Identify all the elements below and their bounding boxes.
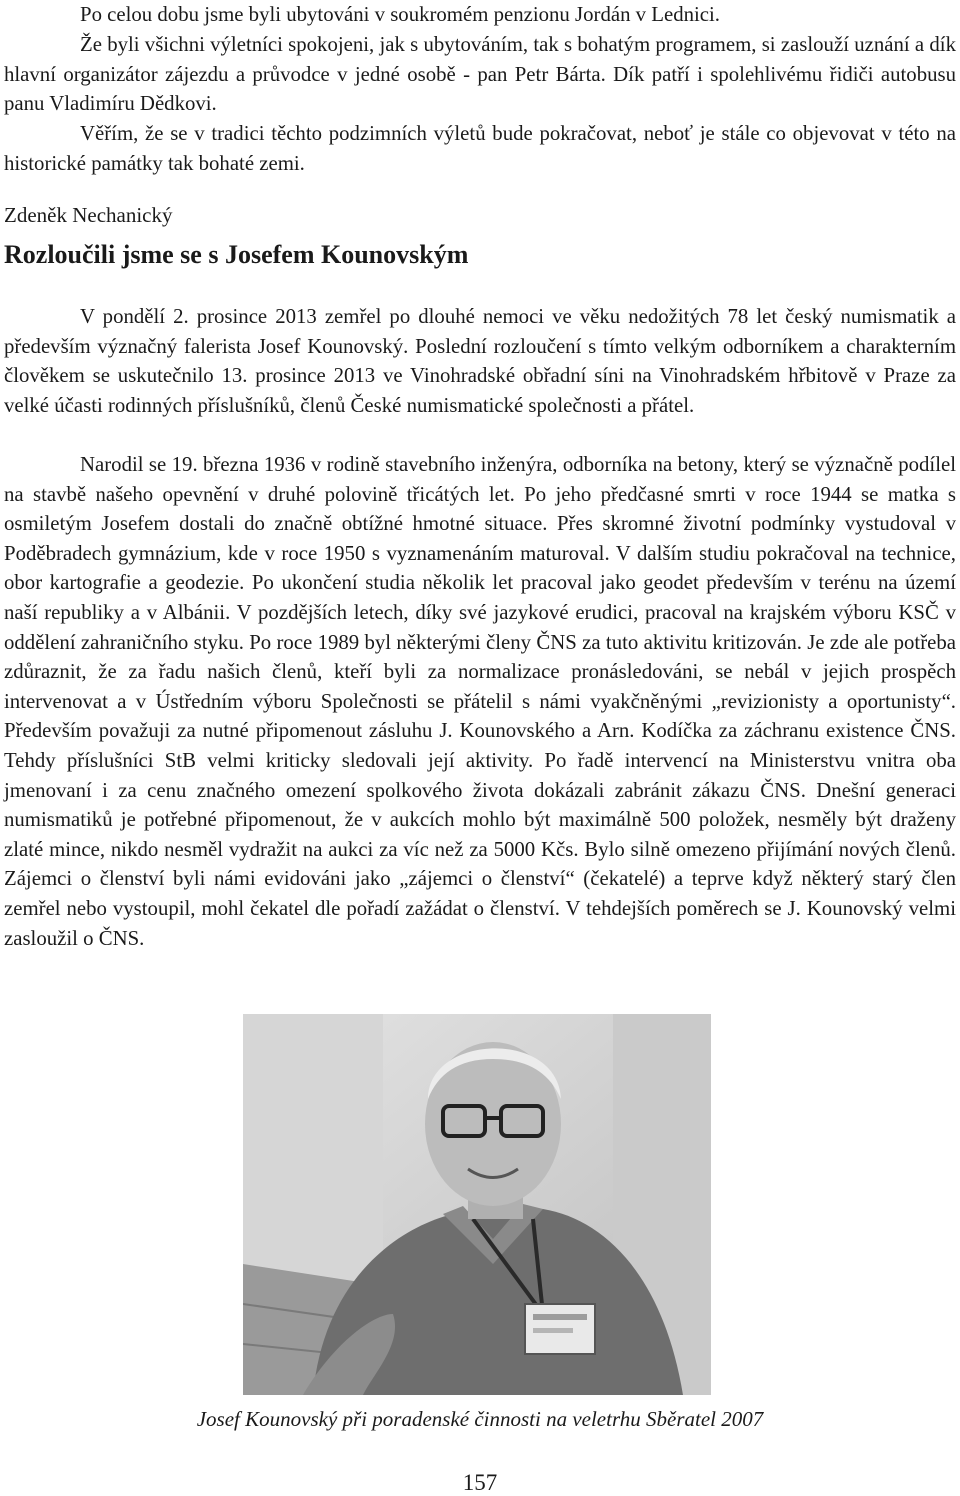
author-name: Zdeněk Nechanický [4, 203, 173, 227]
portrait-photo [243, 1014, 711, 1395]
photo-caption: Josef Kounovský při poradenské činnosti na veletrhu Sběratel 2007 [196, 1407, 764, 1431]
article-title: Rozloučili jsme se s Josefem Kounovským [4, 240, 469, 269]
intro-paragraph-2: Že byli všichni výletníci spokojeni, jak s ubytováním, tak s bohatým programem, si zaslouží uznání a dík hlavní organizátor zájezdu a průvodce v jedné osobě - pan Petr Bárta. Dík patří i spolehlivému řidiči autobusu panu Vladimíru Dědkovi. [4, 33, 956, 116]
article-paragraph-1: V pondělí 2. prosince 2013 zemřel po dlouhé nemoci ve věku nedožitých 78 let český numismatik a především význačný falerista Josef Kounovský. Poslední rozloučení s tímto velkým odborníkem a charakterním člověkem se uskutečnilo 13. prosince 2013 ve Vinohradské obřadní síni na Vinohradském hřbitově v Praze za velké účasti rodinných příslušníků, členů České numismatické společnosti a přátel. [4, 305, 956, 417]
article-paragraph-2: Narodil se 19. března 1936 v rodině stavebního inženýra, odborníka na betony, který se význačně podílel na stavbě našeho opevnění v druhé polovině třicátých let. Po jeho předčasné smrti v roce 1944 se matka s osmiletým Josefem dostali do značně obtížné hmotné situace. Přes skromné životní podmínky vystudoval v Poděbradech gymnázium, kde v roce 1950 s vyznamenáním maturoval. V dalším studiu pokračoval na technice, obor kartografie a geodezie. Po ukončení studia několik let pracoval jako geodet především v terénu na území naší republiky a v Albánii. V pozdějších letech, díky své jazykové erudici, pracoval na krajském výboru KSČ v oddělení zahraničního styku. Po roce 1989 byl některými členy ČNS za tuto aktivitu kritizován. Je zde ale potřeba zdůraznit, že za řadu našich členů, kteří byli za normalizace pronásledováni, se nebál v jejich prospěch intervenovat a v Ústředním výboru Společnosti se přátelil s námi vyakčněnými „revizionisty a oportunisty“. Především považuji za nutné připomenout zásluhu J. Kounovského a Arn. Kodíčka za záchranu existence ČNS. Tehdy příslušníci StB velmi kriticky sledovali její aktivity. Po řadě intervencí na Ministerstvu vnitra oba jmenovaní i za cenu značného omezení spolkového života dokázali zabránit zákazu ČNS. Dnešní generaci numismatiků je potřebné připomenout, že v aukcích mohlo být maximálně 500 položek, nesměly být draženy zlaté mince, nikdo nesměl vydražit na aukci za víc než za 5000 Kčs. Bylo silně omezeno přijímání nových členů. Zájemci o členství byli námi evidováni jako „zájemci o členství“ (čekatelé) a teprve když některý starý člen zemřel nebo vystoupil, mohl čekatel dle pořadí zažádat o členství. V tehdejších poměrech se J. Kounovský velmi zasloužil o ČNS. [4, 453, 956, 950]
page-number: 157 [462, 1470, 498, 1495]
intro-paragraph-3: Věřím, že se v tradici těchto podzimních výletů bude pokračovat, neboť je stále co objevovat v této na historické památky tak bohaté zemi. [4, 122, 956, 175]
intro-paragraph-1: Po celou dobu jsme byli ubytováni v soukromém penzionu Jordán v Lednici. [80, 3, 720, 26]
